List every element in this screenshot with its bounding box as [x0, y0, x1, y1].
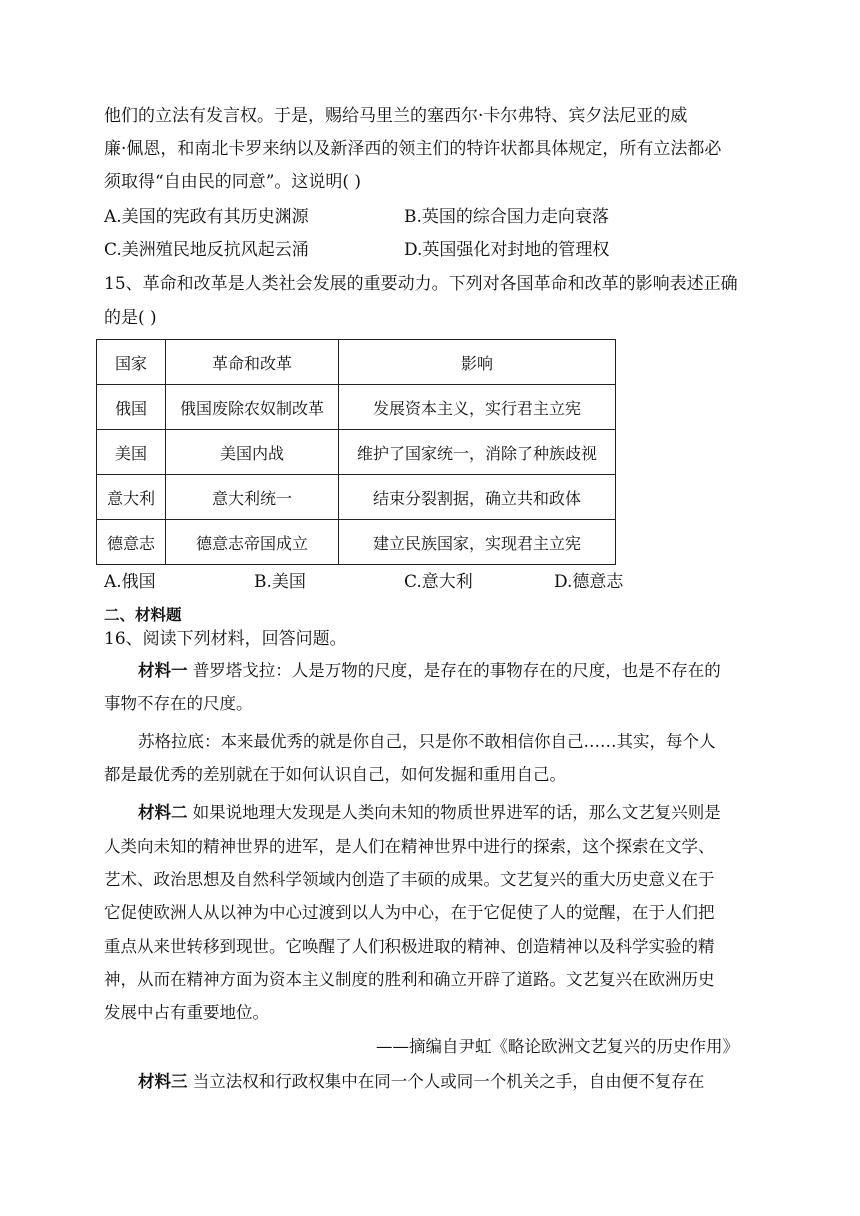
- q15-text-line-2: 的是( ): [104, 308, 157, 328]
- q15-table: [96, 339, 616, 565]
- table-cell: 德意志帝国成立: [166, 520, 339, 565]
- material-1-text: 普罗塔戈拉：人是万物的尺度，是存在的事物存在的尺度，也是不存在的: [187, 661, 721, 680]
- q15-option-d: D.德意志: [554, 572, 624, 592]
- q14-option-c: C.美洲殖民地反抗风起云涌: [104, 240, 309, 260]
- q15-text-line-1: 15、革命和改革是人类社会发展的重要动力。下列对各国革命和改革的影响表述正确: [104, 274, 738, 294]
- material-3-text: 当立法权和行政权集中在同一个人或同一个机关之手，自由便不复存在: [187, 1072, 705, 1091]
- q14-option-b: B.英国的综合国力走向衰落: [404, 207, 609, 227]
- material-1-line-2: 事物不存在的尺度。: [104, 694, 253, 713]
- q15-option-a: A.俄国: [104, 572, 156, 592]
- table-cell: 俄国废除农奴制改革: [166, 385, 339, 430]
- material-1-line-1: [138, 659, 721, 683]
- material-1-label: 材料一: [138, 661, 188, 680]
- table-header-cell: 影响: [339, 340, 616, 385]
- table-cell: 意大利统一: [166, 475, 339, 520]
- table-cell: 发展资本主义，实行君主立宪: [339, 385, 616, 430]
- material-2-line-6: 神，从而在精神方面为资本主义制度的胜利和确立开辟了道路。文艺复兴在欧洲历史: [104, 970, 715, 989]
- material-2-line-4: 它促使欧洲人从以神为中心过渡到以人为中心，在于它促使了人的觉醒，在于人们把: [104, 903, 715, 922]
- table-cell: 俄国: [97, 385, 166, 430]
- table-row: [97, 430, 616, 475]
- table-cell: 美国: [97, 430, 166, 475]
- table-cell: 德意志: [97, 520, 166, 565]
- table-row: [97, 385, 616, 430]
- q15-option-c: C.意大利: [404, 572, 473, 592]
- material-3-line-1: [138, 1070, 704, 1094]
- q14-option-d: D.英国强化对封地的管理权: [404, 240, 610, 260]
- material-1b-line-2: 都是最优秀的差别就在于如何认识自己，如何发掘和重用自己。: [104, 765, 566, 784]
- table-cell: 意大利: [97, 475, 166, 520]
- table-cell: 维护了国家统一，消除了种族歧视: [339, 430, 616, 475]
- table-row: [97, 520, 616, 565]
- table-row: [97, 475, 616, 520]
- material-2-line-5: 重点从来世转移到现世。它唤醒了人们积极进取的精神、创造精神以及科学实验的精: [104, 937, 715, 956]
- material-2-line-7: 发展中占有重要地位。: [104, 1003, 269, 1022]
- table-cell: 美国内战: [166, 430, 339, 475]
- material-1b-line-1: 苏格拉底：本来最优秀的就是你自己，只是你不敢相信你自己……其实，每个人: [138, 732, 716, 751]
- table-header-cell: 国家: [97, 340, 166, 385]
- material-3-label: 材料三: [138, 1072, 188, 1091]
- section-title: 二、材料题: [104, 606, 182, 624]
- material-2-line-2: 人类向未知的精神世界的进军，是人们在精神世界中进行的探索，这个探索在文学、: [104, 837, 715, 856]
- material-2-source: ——摘编自尹虹《略论欧洲文艺复兴的历史作用》: [376, 1037, 739, 1056]
- table-cell: 建立民族国家，实现君主立宪: [339, 520, 616, 565]
- material-2-line-3: 艺术、政治思想及自然科学领域内创造了丰硕的成果。文艺复兴的重大历史意义在于: [104, 870, 715, 889]
- table-cell: 结束分裂割据，确立共和政体: [339, 475, 616, 520]
- table-header-row: [97, 340, 616, 385]
- q16-intro: 16、阅读下列材料，回答问题。: [104, 629, 347, 649]
- q14-text-line-2: 廉·佩恩，和南北卡罗来纳以及新泽西的领主们的特许状都具体规定，所有立法都必: [104, 139, 722, 159]
- material-2-line-1: [138, 801, 721, 825]
- material-2-text: 如果说地理大发现是人类向未知的物质世界进军的话，那么文艺复兴则是: [187, 803, 721, 822]
- table-header-cell: 革命和改革: [166, 340, 339, 385]
- q15-option-b: B.美国: [254, 572, 306, 592]
- q14-option-a: A.美国的宪政有其历史渊源: [104, 207, 309, 227]
- material-2-label: 材料二: [138, 803, 188, 822]
- q14-text-line-1: 他们的立法有发言权。于是，赐给马里兰的塞西尔·卡尔弗特、宾夕法尼亚的威: [104, 106, 688, 126]
- q14-text-line-3: 须取得“自由民的同意”。这说明( ): [104, 172, 362, 192]
